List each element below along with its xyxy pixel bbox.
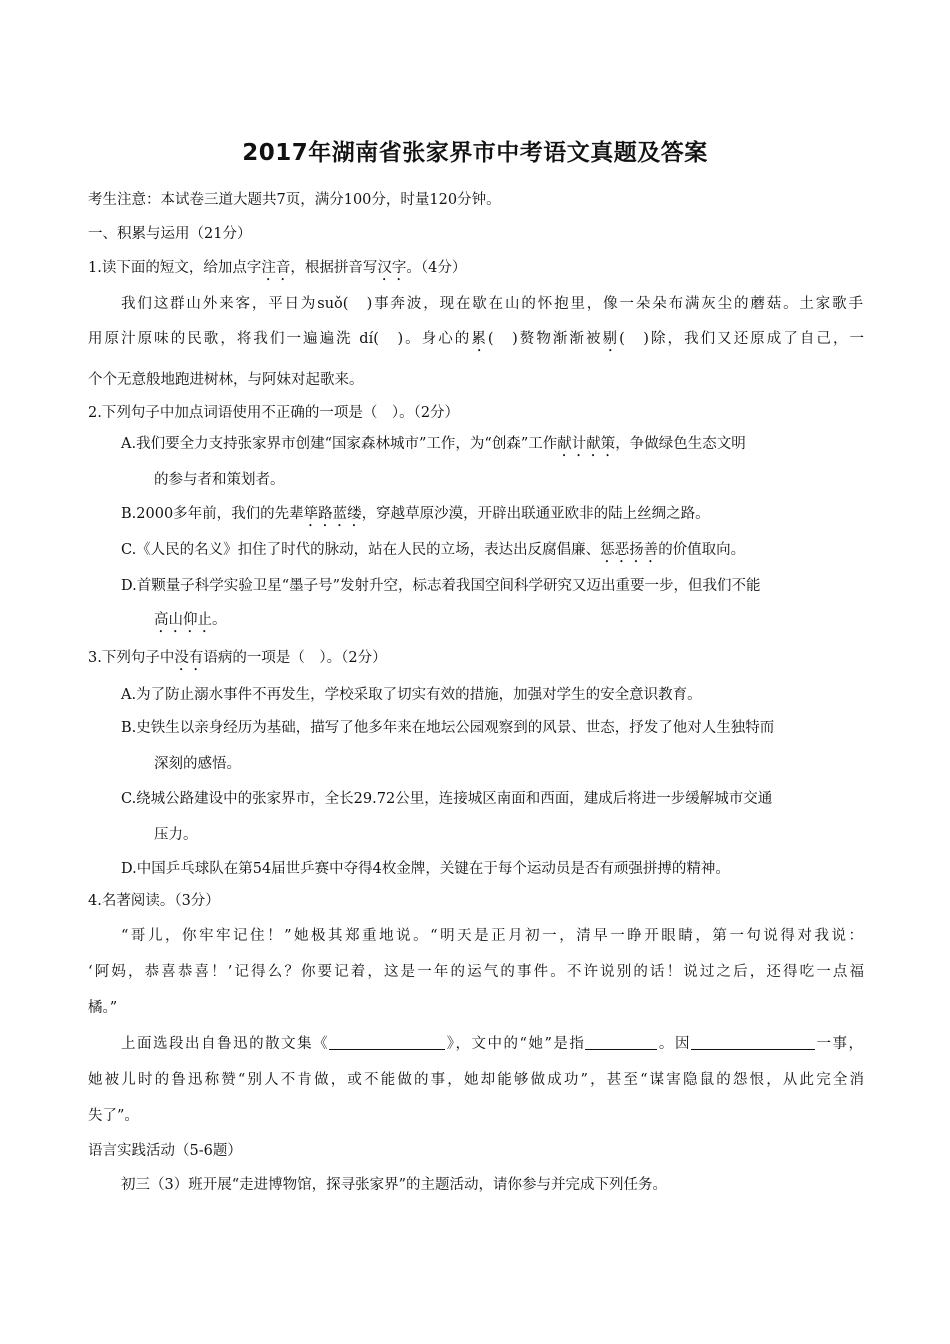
option-c-cont: 压力。 [154, 827, 198, 843]
practice-heading: 语言实践活动（5-6题） [88, 1143, 242, 1159]
task-line: 失了”。 [88, 1108, 139, 1124]
option-b: B.2000多年前，我们的先辈筚路蓝缕，穿越草原沙漠，开辟出联通亚欧非的陆上丝绸之路。 [121, 506, 710, 522]
exam-notice: 考生注意：本试卷三道大题共7页，满分100分，时量120分钟。 [88, 192, 501, 208]
fill-in-line: 上面选段出自鲁迅的散文集《 》，文中的“她”是指 。因 一事， [121, 1036, 864, 1052]
practice-intro: 初三（3）班开展“走进博物馆，探寻张家界”的主题活动，请你参与并完成下列任务。 [121, 1177, 668, 1193]
answer-blank[interactable] [691, 1035, 815, 1051]
passage-line: 个个无意般地跑进树林，与阿妹对起歌来。 [88, 372, 364, 388]
passage-line: 用原汁原味的民歌，将我们一遍遍洗 dí( )。身心的累( )赘物渐渐被剔( )除，我们又还原成了自己，一 [88, 331, 864, 347]
quote-line: 橘。” [88, 1000, 118, 1016]
option-c: C.《人民的名义》扣住了时代的脉动，站在人民的立场，表达出反腐倡廉、惩恶扬善的价值取向。 [121, 542, 746, 558]
option-d: D.首颗量子科学实验卫星“墨子号”发射升空，标志着我国空间科学研究又迈出重要一步，但我们不能 [121, 578, 761, 594]
question-1-stem: 1.读下面的短文，给加点字注音，根据拼音写汉字。（4分） [88, 260, 467, 276]
option-b-cont: 深刻的感悟。 [154, 756, 241, 772]
page-title: 2017年湖南省张家界市中考语文真题及答案 [242, 140, 708, 166]
option-a-cont: 的参与者和策划者。 [154, 472, 285, 488]
option-b: B.史铁生以亲身经历为基础，描写了他多年来在地坛公园观察到的风景、世态，抒发了他对人生独特而 [121, 720, 775, 736]
question-4-stem: 4.名著阅读。（3分） [88, 893, 220, 909]
section-heading: 一、积累与运用（21分） [88, 226, 252, 242]
quote-line: ‘阿妈，恭喜恭喜！’记得么？你要记着，这是一年的运气的事件。不许说别的话！说过之后，还得吃一点福 [88, 964, 864, 980]
option-c: C.绕城公路建设中的张家界市，全长29.72公里，连接城区南面和西面，建成后将进一步缓解城市交通 [121, 791, 773, 807]
question-2-stem: 2.下列句子中加点词语使用不正确的一项是（ ）。（2分） [88, 405, 460, 421]
question-3-stem: 3.下列句子中没有语病的一项是（ ）。（2分） [88, 650, 387, 666]
option-d-cont: 高山仰止。 [154, 612, 227, 628]
option-d: D.中国乒乓球队在第54届世乒赛中夺得4枚金牌，关键在于每个运动员是否有顽强拼搏的精神。 [121, 861, 730, 877]
task-line: 她被儿时的鲁迅称赞“别人不肯做，或不能做的事，她却能够做成功”，甚至“谋害隐鼠的怨恨，从此完全消 [88, 1072, 865, 1088]
answer-blank[interactable] [329, 1035, 445, 1051]
passage-line: 我们这群山外来客，平日为suǒ( )事奔波，现在歇在山的怀抱里，像一朵朵布满灰尘的蘑菇。土家歌手 [121, 296, 863, 312]
option-a: A.我们要全力支持张家界市创建“国家森林城市”工作，为“创森”工作献计献策，争做绿色生态文明 [121, 436, 746, 452]
answer-blank[interactable] [585, 1035, 657, 1051]
quote-line: “哥儿，你牢牢记住！”她极其郑重地说。“明天是正月初一，清早一睁开眼睛，第一句说得对我说： [121, 928, 863, 944]
option-a: A.为了防止溺水事件不再发生，学校采取了切实有效的措施，加强对学生的安全意识教育。 [121, 687, 702, 703]
